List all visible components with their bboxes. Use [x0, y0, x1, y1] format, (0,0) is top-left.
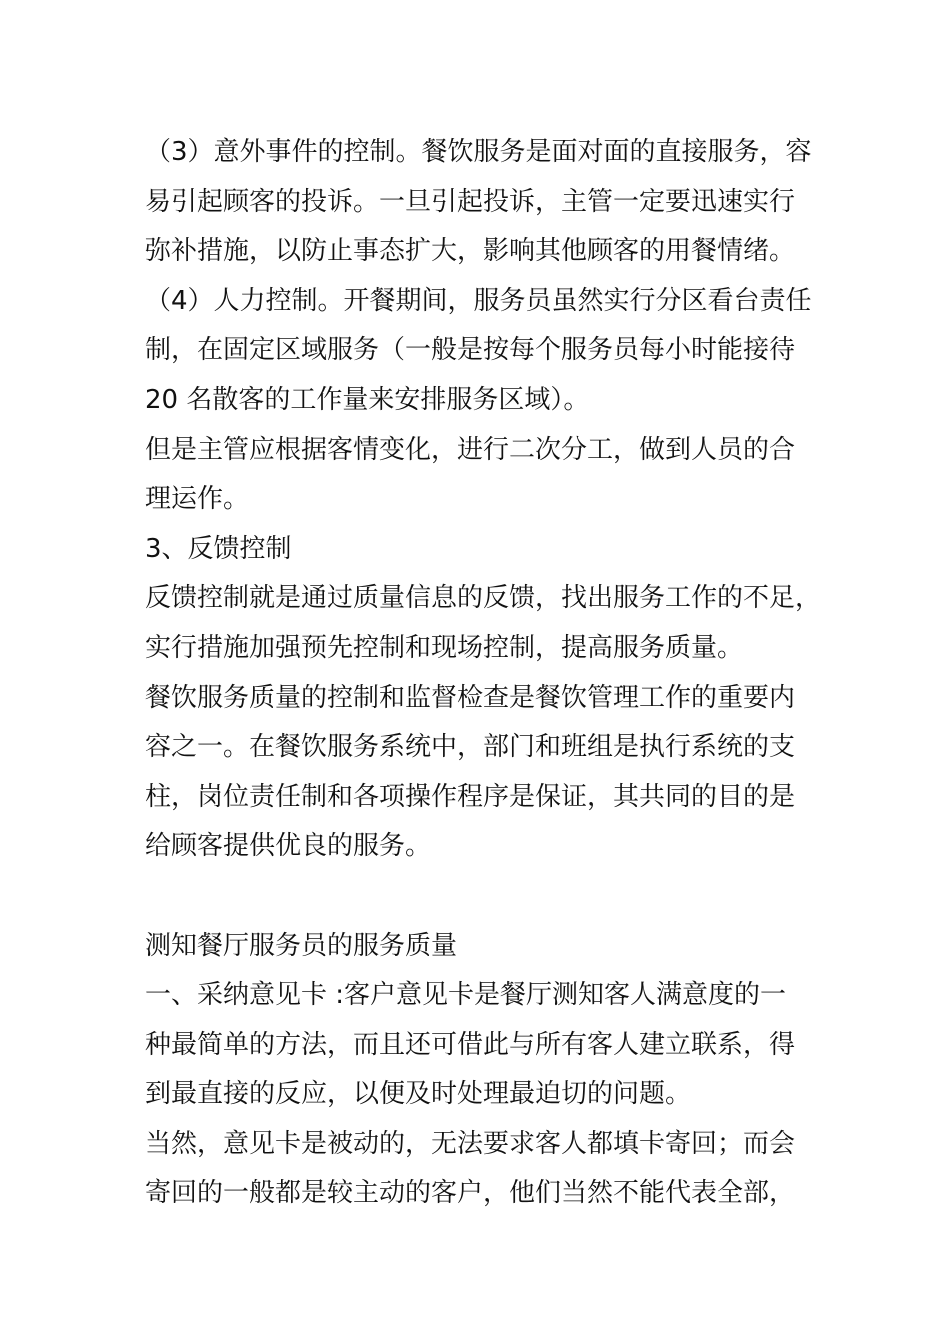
text-line: 实行措施加强预先控制和现场控制，提高服务质量。 — [145, 632, 744, 663]
text-line: 20 名散客的工作量来安排服务区域）。 — [145, 384, 590, 415]
section-heading: 3、反馈控制 — [145, 533, 292, 564]
text-line: 餐饮服务质量的控制和监督检查是餐饮管理工作的重要内 — [145, 682, 796, 713]
text-line: 寄回的一般都是较主动的客户，他们当然不能代表全部， — [145, 1178, 796, 1209]
text-line: 弥补措施，以防止事态扩大，影响其他顾客的用餐情绪。 — [145, 236, 796, 267]
text-line: 当然，意见卡是被动的，无法要求客人都填卡寄回；而会 — [145, 1128, 796, 1159]
text-line: 制，在固定区域服务（一般是按每个服务员每小时能接待 — [145, 335, 796, 366]
text-line: （4）人力控制。开餐期间，服务员虽然实行分区看台责任 — [145, 285, 812, 316]
text-line: 反馈控制就是通过质量信息的反馈，找出服务工作的不足， — [145, 583, 822, 614]
text-line: 易引起顾客的投诉。一旦引起投诉，主管一定要迅速实行 — [145, 186, 796, 217]
text-line: 到最直接的反应，以便及时处理最迫切的问题。 — [145, 1079, 692, 1110]
text-line: 理运作。 — [145, 484, 250, 515]
text-line: 容之一。在餐饮服务系统中，部门和班组是执行系统的支 — [145, 732, 796, 763]
text-line: 但是主管应根据客情变化，进行二次分工，做到人员的合 — [145, 434, 796, 465]
blank-line — [145, 872, 825, 922]
document-body — [145, 128, 825, 1219]
text-line: 给顾客提供优良的服务。 — [145, 831, 432, 862]
section-title: 测知餐厅服务员的服务质量 — [145, 930, 458, 961]
text-line: 种最简单的方法，而且还可借此与所有客人建立联系，得 — [145, 1029, 796, 1060]
text-line: （3）意外事件的控制。餐饮服务是面对面的直接服务，容 — [145, 137, 812, 167]
text-line: 一、采纳意见卡 :客户意见卡是餐厅测知客人满意度的一 — [145, 980, 787, 1011]
text-line: 柱，岗位责任制和各项操作程序是保证，其共同的目的是 — [145, 781, 796, 812]
